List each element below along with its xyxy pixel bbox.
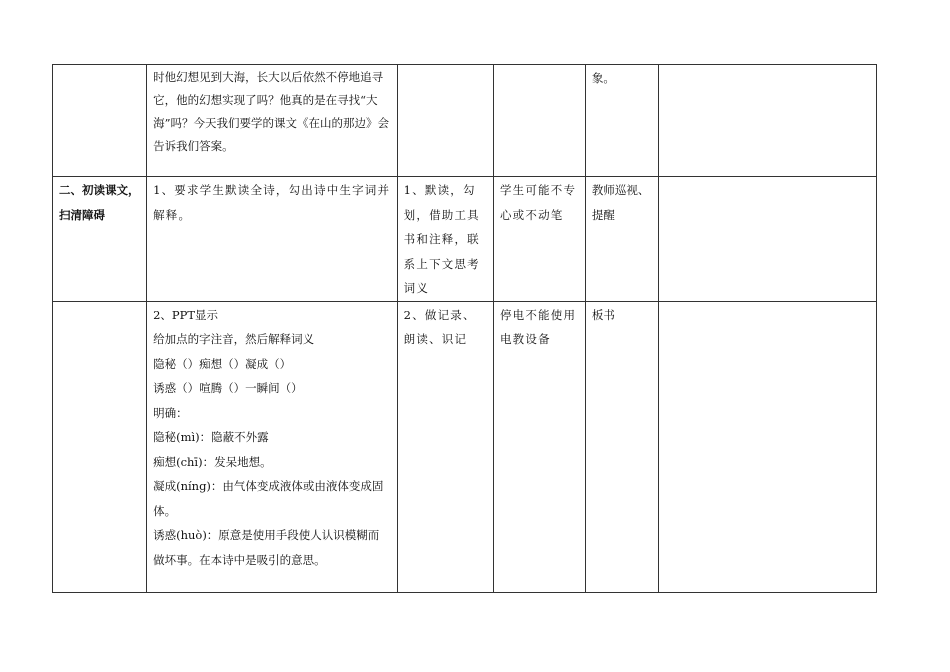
ppt-title: 2、PPT显示 xyxy=(153,307,219,322)
stage-cell xyxy=(53,65,147,177)
table-row xyxy=(53,65,877,177)
stage-title: 二、初读课文，扫清障碍 xyxy=(59,183,140,222)
word-line-1: 隐秘（）痴想（）凝成（） xyxy=(153,356,292,371)
intro-text: 时他幻想见到大海，长大以后依然不停地追寻它，他的幻想实现了吗？他真的是在寻找“大海”吗？今天我们要学的课文《在山的那边》会告诉我们答案。 xyxy=(153,70,389,153)
task-text: 1、要求学生默读全诗，勾出诗中生字词并解释。 xyxy=(153,183,391,222)
definition-4: 诱惑(huò)：原意是使用手段使人认识模糊而做坏事。在本诗中是吸引的意思。 xyxy=(153,528,380,567)
student-activity-text: 2、做记录、朗读、识记 xyxy=(403,307,476,346)
lesson-plan-table xyxy=(52,64,877,593)
notes-cell xyxy=(659,301,877,592)
measure-text: 板书 xyxy=(591,307,615,322)
student-activity-cell xyxy=(397,301,493,592)
clarify-label: 明确： xyxy=(153,405,188,420)
definition-2: 痴想(chī)：发呆地想。 xyxy=(153,454,272,469)
student-activity-cell xyxy=(397,65,493,177)
notes-cell xyxy=(659,65,877,177)
stage-cell xyxy=(53,177,147,302)
resource-cell xyxy=(585,177,658,302)
problem-cell xyxy=(493,65,585,177)
instruction-text: 给加点的字注音，然后解释词义 xyxy=(153,332,315,346)
problem-text: 学生可能不专心或不动笔 xyxy=(499,183,577,222)
resource-text: 象。 xyxy=(591,71,615,85)
student-activity-cell xyxy=(397,177,493,302)
student-activity-text: 1、默读，勾划，借助工具书和注释，联系上下文思考词义 xyxy=(403,183,480,295)
definition-3: 凝成(níng)：由气体变成液体或由液体变成固体。 xyxy=(153,479,384,518)
definition-1: 隐秘(mì)：隐蔽不外露 xyxy=(153,430,269,444)
content-cell xyxy=(147,65,398,177)
measure-text: 教师巡视、提醒 xyxy=(591,183,650,222)
stage-cell xyxy=(53,301,147,592)
resource-cell xyxy=(585,301,658,592)
notes-cell xyxy=(659,177,877,302)
problem-cell xyxy=(493,177,585,302)
problem-cell xyxy=(493,301,585,592)
word-line-2: 诱惑（）喧腾（）一瞬间（） xyxy=(153,381,303,395)
resource-cell xyxy=(585,65,658,177)
problem-text: 停电不能使用电教设备 xyxy=(499,307,577,346)
table-row xyxy=(53,177,877,302)
content-cell xyxy=(147,301,398,592)
content-cell xyxy=(147,177,398,302)
table-row xyxy=(53,301,877,592)
